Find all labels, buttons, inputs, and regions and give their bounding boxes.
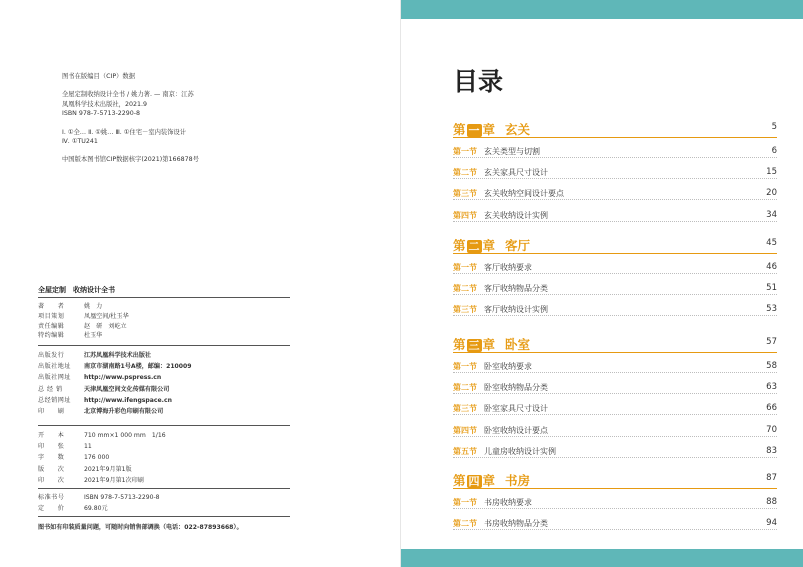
colophon-title: 全屋定制 收纳设计全书 bbox=[38, 286, 115, 294]
colophon-value: 赵 研 刘屹立 bbox=[84, 322, 127, 330]
colophon-row bbox=[38, 503, 108, 512]
section-label: 第一节 bbox=[453, 263, 477, 272]
cip-record-number: 中国版本图书馆CIP数据核字(2021)第166878号 bbox=[62, 156, 199, 164]
section-label: 第二节 bbox=[453, 168, 477, 178]
colophon-label: 出版社地址 bbox=[38, 363, 71, 371]
section-dotted-rule bbox=[453, 178, 777, 179]
section-label: 第一节 bbox=[453, 362, 477, 371]
section-title: 玄关类型与切割 bbox=[484, 147, 540, 156]
copyright-page bbox=[0, 0, 400, 567]
section-dotted-rule bbox=[453, 199, 777, 200]
section-entry[interactable] bbox=[453, 516, 777, 530]
section-page-number: 88 bbox=[766, 497, 777, 507]
divider bbox=[38, 297, 290, 298]
section-entry[interactable] bbox=[453, 444, 777, 458]
section-page-number: 46 bbox=[766, 262, 777, 272]
section-label: 第三节 bbox=[453, 305, 477, 315]
colophon-row bbox=[38, 350, 151, 359]
section-dotted-rule bbox=[453, 508, 777, 509]
section-page-number: 53 bbox=[766, 304, 777, 315]
section-dotted-rule bbox=[453, 529, 777, 530]
chapter-number-badge: 二 bbox=[468, 240, 480, 253]
section-title: 卧室收纳物品分类 bbox=[484, 383, 548, 393]
colophon-label: 总 经 销 bbox=[38, 385, 63, 393]
chapter-name: 玄关 bbox=[505, 122, 531, 137]
chapter-page-number: 5 bbox=[771, 122, 777, 132]
colophon-label: 出版社网址 bbox=[38, 374, 71, 382]
colophon-value: http://www.pspress.cn bbox=[84, 374, 162, 382]
toc-title: 目录 bbox=[453, 67, 504, 96]
section-dotted-rule bbox=[453, 414, 777, 415]
colophon-label: 定 价 bbox=[38, 505, 65, 513]
colophon-label: 著 者 bbox=[38, 303, 65, 310]
cip-class-line: Ⅰ. ①全… Ⅱ. ①姚… Ⅲ. ①住宅－室内装饰设计 bbox=[62, 128, 187, 136]
colophon-value: ISBN 978-7-5713-2290-8 bbox=[84, 494, 160, 501]
section-entry[interactable] bbox=[453, 495, 777, 509]
section-title: 客厅收纳设计实例 bbox=[484, 305, 548, 315]
colophon-label: 标准书号 bbox=[38, 494, 65, 501]
colophon-row bbox=[38, 384, 169, 393]
chapter-number-badge: 四 bbox=[468, 475, 480, 488]
chapter-number-badge: 一 bbox=[468, 124, 480, 137]
section-title: 儿童房收纳设计实例 bbox=[484, 446, 556, 456]
section-entry[interactable] bbox=[453, 423, 777, 437]
cip-class-line: Ⅳ. ①TU241 bbox=[62, 138, 98, 146]
top-color-band bbox=[401, 0, 803, 19]
section-dotted-rule bbox=[453, 436, 777, 437]
chapter-entry[interactable] bbox=[453, 335, 777, 351]
chapter-rule bbox=[453, 253, 777, 254]
section-title: 玄关收纳设计实例 bbox=[484, 210, 548, 220]
section-title: 玄关收纳空间设计要点 bbox=[484, 189, 564, 199]
colophon-row bbox=[38, 330, 102, 339]
colophon-row bbox=[38, 301, 102, 310]
colophon-row bbox=[38, 395, 172, 404]
section-label: 第二节 bbox=[453, 284, 477, 294]
section-entry[interactable] bbox=[453, 165, 777, 179]
section-entry[interactable] bbox=[453, 144, 777, 158]
colophon-label: 项目策划 bbox=[38, 312, 65, 320]
section-dotted-rule bbox=[453, 294, 777, 295]
colophon-row bbox=[38, 372, 161, 381]
colophon-value: 天津凤凰空间文化传媒有限公司 bbox=[84, 385, 170, 393]
section-label: 第五节 bbox=[453, 446, 477, 456]
colophon-label: 总经销网址 bbox=[38, 396, 71, 404]
chapter-heading: 第 二 章 客厅 bbox=[453, 238, 531, 253]
section-entry[interactable] bbox=[453, 281, 777, 295]
section-label: 第一节 bbox=[453, 147, 477, 156]
section-page-number: 94 bbox=[766, 518, 777, 529]
colophon-value: 北京博海升彩色印刷有限公司 bbox=[84, 408, 164, 415]
colophon-value: 176 000 bbox=[84, 454, 110, 462]
colophon-label: 印 刷 bbox=[38, 408, 65, 415]
section-dotted-rule bbox=[453, 157, 777, 158]
cip-heading: 图书在版编目（CIP）数据 bbox=[62, 73, 136, 80]
chapter-rule bbox=[453, 137, 777, 138]
section-title: 书房收纳要求 bbox=[484, 498, 532, 507]
chapter-name: 书房 bbox=[505, 473, 531, 488]
cip-classification bbox=[62, 128, 272, 147]
section-page-number: 63 bbox=[766, 382, 777, 393]
section-title: 卧室收纳要求 bbox=[484, 362, 532, 371]
colophon-value: 江苏凤凰科学技术出版社 bbox=[84, 352, 152, 359]
chapter-heading: 第 三 章 卧室 bbox=[453, 337, 531, 352]
chapter-rule bbox=[453, 488, 777, 489]
colophon-value: 姚 力 bbox=[84, 303, 103, 310]
section-page-number: 34 bbox=[766, 209, 777, 220]
chapter-name: 客厅 bbox=[505, 238, 531, 253]
section-dotted-rule bbox=[453, 221, 777, 222]
bottom-color-band bbox=[401, 549, 803, 567]
divider bbox=[38, 488, 290, 489]
chapter-page-number: 57 bbox=[766, 337, 777, 347]
section-page-number: 66 bbox=[766, 403, 777, 414]
chapter-rule bbox=[453, 352, 777, 353]
colophon-value: 2021年9月第1次印刷 bbox=[84, 476, 144, 484]
section-page-number: 20 bbox=[766, 188, 777, 199]
colophon-value: 710 mm×1 000 mm 1/16 bbox=[84, 432, 166, 439]
section-label: 第一节 bbox=[453, 498, 477, 507]
colophon-row bbox=[38, 464, 132, 473]
section-entry[interactable] bbox=[453, 401, 777, 415]
section-entry[interactable] bbox=[453, 302, 777, 316]
cip-block bbox=[62, 72, 272, 165]
quality-notice: 图书如有印装质量问题，可随时向销售部调换（电话：022-87893668）。 bbox=[38, 524, 243, 531]
colophon-value: 2021年9月第1版 bbox=[84, 465, 132, 473]
section-page-number: 51 bbox=[766, 283, 777, 294]
colophon-row bbox=[38, 452, 109, 461]
colophon-value: 11 bbox=[84, 443, 92, 451]
section-page-number: 58 bbox=[766, 361, 777, 371]
chapter-entry[interactable] bbox=[453, 471, 777, 487]
chapter-heading: 第 一 章 玄关 bbox=[453, 122, 531, 137]
section-title: 书房收纳物品分类 bbox=[484, 519, 548, 529]
section-dotted-rule bbox=[453, 315, 777, 316]
colophon-value: 杜玉华 bbox=[84, 332, 103, 340]
chapter-page-number: 87 bbox=[766, 473, 777, 483]
colophon-label: 责任编辑 bbox=[38, 322, 65, 330]
chapter-name: 卧室 bbox=[505, 337, 531, 352]
colophon-value: 69.80元 bbox=[84, 505, 108, 513]
section-page-number: 15 bbox=[766, 167, 777, 178]
section-entry[interactable] bbox=[453, 380, 777, 394]
colophon-row bbox=[38, 361, 192, 370]
cip-desc-line: ISBN 978-7-5713-2290-8 bbox=[62, 110, 141, 118]
section-label: 第二节 bbox=[453, 383, 477, 393]
colophon-value: 南京市湖南路1号A楼，邮编：210009 bbox=[84, 363, 192, 371]
section-dotted-rule bbox=[453, 393, 777, 394]
colophon-label: 特约编辑 bbox=[38, 332, 65, 340]
colophon-label: 印 次 bbox=[38, 476, 65, 484]
section-page-number: 6 bbox=[771, 146, 777, 156]
section-dotted-rule bbox=[453, 457, 777, 458]
colophon-row bbox=[38, 441, 92, 450]
section-entry[interactable] bbox=[453, 186, 777, 200]
colophon-row bbox=[38, 311, 129, 320]
colophon-label: 印 张 bbox=[38, 443, 65, 451]
section-label: 第四节 bbox=[453, 210, 477, 220]
chapter-page-number: 45 bbox=[766, 238, 777, 248]
colophon-row bbox=[38, 321, 127, 330]
colophon-label: 开 本 bbox=[38, 432, 65, 439]
section-label: 第四节 bbox=[453, 425, 477, 435]
divider bbox=[38, 345, 290, 346]
section-title: 卧室收纳设计要点 bbox=[484, 425, 548, 435]
colophon-label: 版 次 bbox=[38, 465, 65, 473]
colophon-row bbox=[38, 406, 163, 415]
chapter-entry[interactable] bbox=[453, 236, 777, 252]
chapter-number-badge: 三 bbox=[468, 339, 480, 352]
section-page-number: 83 bbox=[766, 445, 777, 456]
section-title: 玄关家具尺寸设计 bbox=[484, 168, 548, 178]
section-title: 客厅收纳物品分类 bbox=[484, 284, 548, 294]
colophon-row bbox=[38, 430, 166, 439]
toc-page bbox=[400, 0, 803, 567]
section-label: 第二节 bbox=[453, 519, 477, 529]
section-title: 卧室家具尺寸设计 bbox=[484, 404, 548, 414]
cip-description bbox=[62, 90, 272, 118]
section-dotted-rule bbox=[453, 372, 777, 373]
colophon-label: 字 数 bbox=[38, 454, 65, 462]
section-title: 客厅收纳要求 bbox=[484, 263, 532, 272]
colophon-value: http://www.ifengspace.cn bbox=[84, 396, 172, 404]
colophon-value: 凤凰空间/杜玉华 bbox=[84, 312, 129, 320]
section-entry[interactable] bbox=[453, 208, 777, 222]
colophon-label: 出版发行 bbox=[38, 352, 65, 359]
divider bbox=[38, 516, 290, 517]
section-entry[interactable] bbox=[453, 260, 777, 274]
section-entry[interactable] bbox=[453, 359, 777, 373]
chapter-heading: 第 四 章 书房 bbox=[453, 473, 531, 488]
section-dotted-rule bbox=[453, 273, 777, 274]
section-label: 第三节 bbox=[453, 189, 477, 199]
section-page-number: 70 bbox=[766, 424, 777, 435]
colophon-row bbox=[38, 492, 160, 501]
cip-desc-line: 全屋定制收纳设计全书 / 姚力著. — 南京：江苏 bbox=[62, 91, 194, 99]
divider bbox=[38, 425, 290, 426]
chapter-entry[interactable] bbox=[453, 120, 777, 136]
section-label: 第三节 bbox=[453, 404, 477, 414]
cip-desc-line: 凤凰科学技术出版社，2021.9 bbox=[62, 100, 148, 108]
colophon-row bbox=[38, 475, 144, 484]
